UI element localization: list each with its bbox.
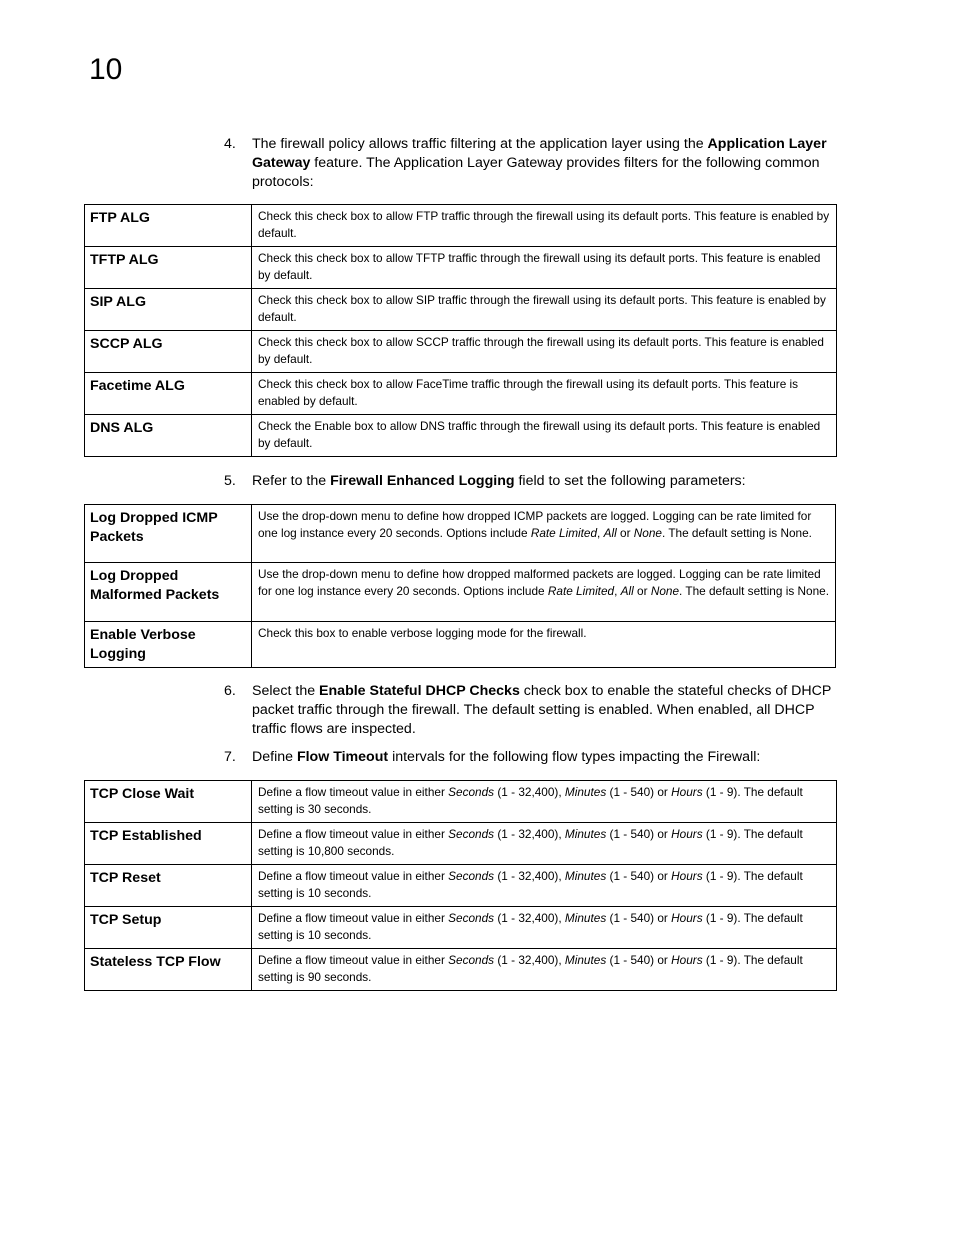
desc-text: (1 - 9). The default setting is [258, 827, 803, 858]
unit-name: Hours [671, 785, 703, 799]
term-cell: Log Dropped Malformed Packets [85, 563, 252, 622]
desc-text: (1 - 32,400), [494, 827, 565, 841]
desc-cell: Check this check box to allow SCCP traffic through the firewall using its default ports. This feature is enabled by default. [252, 331, 837, 373]
unit-name: Seconds [448, 827, 495, 841]
desc-text: (1 - 9). The default setting is [258, 911, 803, 942]
desc-text: Define a flow timeout value in either [258, 953, 449, 967]
table-row [85, 289, 837, 331]
desc-text: (1 - 32,400), [494, 785, 565, 799]
step-number: 6. [224, 683, 236, 699]
unit-name: Seconds [448, 869, 495, 883]
term-cell: SCCP ALG [85, 331, 252, 373]
desc-text: (1 - 32,400), [494, 911, 565, 925]
logging-table [84, 504, 836, 668]
table-row [85, 949, 837, 991]
step-text-part: Select the [252, 683, 320, 699]
unit-name: Hours [671, 911, 703, 925]
step-text-part: field to set the following parameters: [514, 473, 746, 489]
desc-text: . The default setting is None. [661, 525, 812, 540]
desc-text: or [633, 583, 651, 598]
term-cell: TCP Close Wait [85, 781, 252, 823]
step-text [252, 472, 848, 491]
desc-text: Define a flow timeout value in either [258, 911, 449, 925]
step-7 [224, 748, 848, 767]
step-6 [224, 682, 848, 739]
desc-text: . The default setting is None. [679, 583, 829, 598]
term-cell: TCP Setup [85, 907, 252, 949]
step-5 [224, 472, 848, 491]
unit-name: Minutes [564, 869, 607, 883]
unit-name: Minutes [564, 953, 607, 967]
table-row [85, 781, 837, 823]
desc-text: (1 - 9). The default setting is [258, 953, 803, 984]
desc-cell: Check this check box to allow FTP traffic through the firewall using its default ports. This feature is enabled by default. [252, 205, 837, 247]
table-row [85, 907, 837, 949]
term-cell: DNS ALG [85, 415, 252, 457]
desc-text: , [597, 525, 604, 540]
term-cell: TCP Reset [85, 865, 252, 907]
desc-cell [252, 865, 837, 907]
desc-cell: Check this check box to allow SIP traffic through the firewall using its default ports. This feature is enabled by default. [252, 289, 837, 331]
step-text-part: Define [252, 749, 297, 765]
unit-name: Minutes [564, 827, 607, 841]
unit-name: Seconds [448, 911, 495, 925]
default-value: 10 seconds. [307, 927, 372, 942]
unit-name: Minutes [564, 911, 607, 925]
option-name: All [603, 525, 617, 540]
unit-name: Seconds [448, 953, 495, 967]
option-name: Rate Limited [530, 525, 598, 540]
table-row [85, 563, 836, 622]
step-number: 7. [224, 749, 236, 765]
default-value: 30 seconds. [307, 801, 372, 816]
option-name: Rate Limited [547, 583, 615, 598]
term-cell: Stateless TCP Flow [85, 949, 252, 991]
desc-cell: Check this check box to allow FaceTime traffic through the firewall using its default ports. This feature is enabled by default. [252, 373, 837, 415]
table-row [85, 205, 837, 247]
desc-text: (1 - 540) or [606, 869, 672, 883]
step-number: 4. [224, 136, 236, 152]
desc-text: (1 - 540) or [606, 827, 672, 841]
step-4 [224, 135, 848, 192]
table-row [85, 247, 837, 289]
desc-cell [252, 907, 837, 949]
term-cell: SIP ALG [85, 289, 252, 331]
term-cell: Facetime ALG [85, 373, 252, 415]
table-row [85, 415, 837, 457]
step-number: 5. [224, 473, 236, 489]
option-name: None [650, 583, 680, 598]
desc-cell [252, 505, 836, 563]
desc-text: (1 - 540) or [606, 785, 672, 799]
table-row [85, 865, 837, 907]
unit-name: Seconds [448, 785, 495, 799]
flow-timeout-table [84, 780, 837, 991]
desc-text: Use the drop-down menu to define how dropped ICMP packets are logged. Logging can be rate limited for one log instance every 20 seconds. Options include [258, 509, 812, 540]
term-cell: TFTP ALG [85, 247, 252, 289]
default-value: 10 seconds. [307, 885, 372, 900]
desc-cell: Check this box to enable verbose logging mode for the firewall. [252, 622, 836, 668]
desc-text: Define a flow timeout value in either [258, 827, 449, 841]
desc-text: Define a flow timeout value in either [258, 785, 449, 799]
ui-term: Application Layer Gateway [252, 136, 827, 171]
ui-term: Firewall Enhanced Logging [330, 473, 515, 489]
table-row [85, 331, 837, 373]
desc-cell [252, 563, 836, 622]
step-text [252, 682, 848, 739]
desc-text: (1 - 32,400), [494, 869, 565, 883]
desc-cell [252, 949, 837, 991]
option-name: All [620, 583, 634, 598]
desc-text: (1 - 9). The default setting is [258, 869, 803, 900]
step-text-part: intervals for the following flow types impacting the Firewall: [388, 749, 761, 765]
step-text-part: Refer to the [252, 473, 331, 489]
ui-term: Enable Stateful DHCP Checks [319, 683, 520, 699]
desc-cell: Check this check box to allow TFTP traffic through the firewall using its default ports. This feature is enabled by default. [252, 247, 837, 289]
unit-name: Hours [671, 869, 703, 883]
desc-text: (1 - 540) or [606, 911, 672, 925]
desc-text: (1 - 9). The default setting is [258, 785, 803, 816]
step-text [252, 748, 848, 767]
unit-name: Minutes [564, 785, 607, 799]
default-value: 90 seconds. [307, 969, 372, 984]
table-row [85, 373, 837, 415]
table-row [85, 622, 836, 668]
step-text-part: feature. The Application Layer Gateway provides filters for the following common protocols: [252, 155, 820, 190]
term-cell: Log Dropped ICMP Packets [85, 505, 252, 563]
default-value: 10,800 seconds. [307, 843, 395, 858]
alg-table [84, 204, 837, 457]
desc-text: (1 - 32,400), [494, 953, 565, 967]
term-cell: TCP Established [85, 823, 252, 865]
unit-name: Hours [671, 827, 703, 841]
term-cell: Enable Verbose Logging [85, 622, 252, 668]
desc-cell [252, 823, 837, 865]
option-name: None [633, 525, 662, 540]
ui-term: Flow Timeout [296, 749, 389, 765]
chapter-number: 10 [89, 53, 123, 86]
table-row [85, 505, 836, 563]
desc-cell [252, 781, 837, 823]
desc-text: , [614, 583, 621, 598]
desc-text: Define a flow timeout value in either [258, 869, 449, 883]
desc-text: (1 - 540) or [606, 953, 672, 967]
desc-text: Use the drop-down menu to define how dropped malformed packets are logged. Logging can be rate limited for one log instance every 20 seconds. Options include [258, 567, 821, 598]
step-text-part: check box to enable the stateful checks of DHCP packet traffic through the firewall. The default setting is enabled. When enabled, all DHCP traffic flows are inspected. [252, 683, 832, 737]
step-text-part: The firewall policy allows traffic filtering at the application layer using the [252, 136, 708, 152]
step-text [252, 135, 848, 192]
desc-cell: Check the Enable box to allow DNS traffic through the firewall using its default ports. This feature is enabled by default. [252, 415, 837, 457]
unit-name: Hours [671, 953, 703, 967]
desc-text: or [616, 525, 634, 540]
term-cell: FTP ALG [85, 205, 252, 247]
table-row [85, 823, 837, 865]
